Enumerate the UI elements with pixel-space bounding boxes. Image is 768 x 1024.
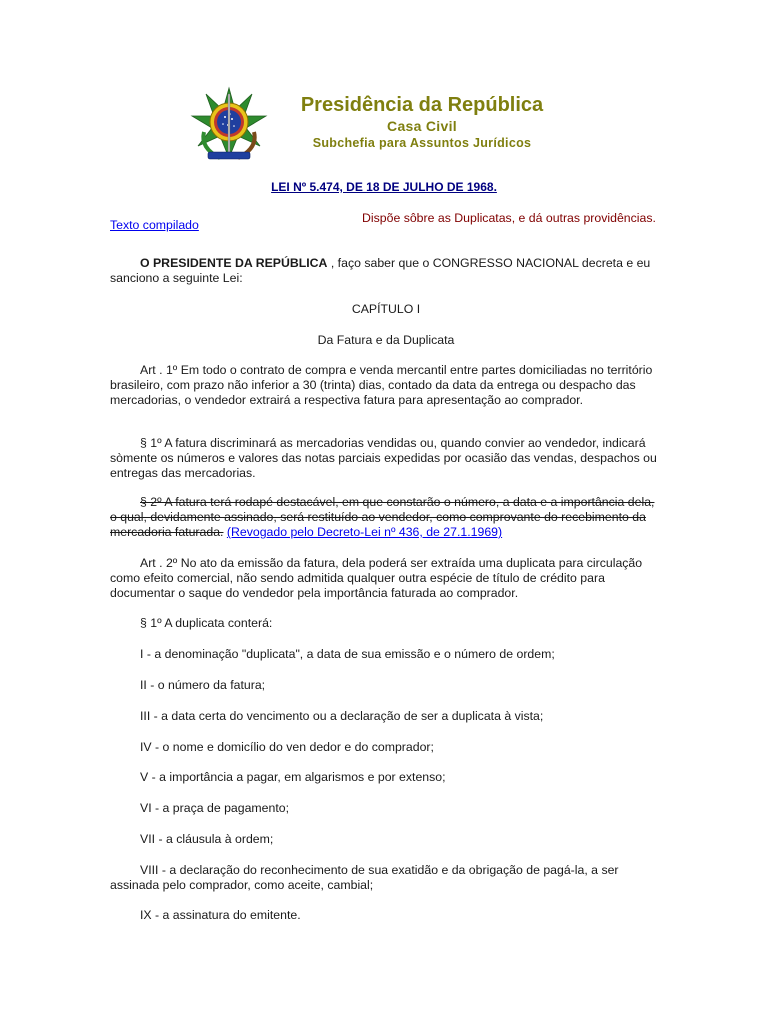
article-1: Art . 1º Em todo o contrato de compra e venda mercantil entre partes domiciliadas no território brasileiro, com prazo não inferior a 30 (trinta) dias, contado da data da entrega ou despacho das mercadorias, o vendedor extrairá a respectiva fatura para apresentação ao comprador. xyxy=(110,363,653,407)
preamble-president: O PRESIDENTE DA REPÚBLICA xyxy=(140,256,328,270)
article-2: Art . 2º No ato da emissão da fatura, dela poderá ser extraída uma duplicata para circulação como efeito comercial, não sendo admitida qualquer outra espécie de título de crédito para documentar o saque do vendedor pela importância faturada ao comprador. xyxy=(110,556,643,600)
article-1-paragraph-1: § 1º A fatura discriminará as mercadorias vendidas ou, quando convier ao vendedor, indicará sòmente os números e valores das notas parciais expedidas por ocasião das vendas, despachos ou entregas das mercadorias. xyxy=(110,436,657,480)
law-title-container xyxy=(0,180,768,195)
header-office: Subchefia para Assuntos Jurídicos xyxy=(312,136,532,150)
article-2-paragraph-1: § 1º A duplicata conterá: xyxy=(140,616,273,630)
compiled-text-link[interactable]: Texto compilado xyxy=(110,218,199,232)
page-header xyxy=(190,86,590,166)
ementa: Dispõe sôbre as Duplicatas, e dá outras providências. xyxy=(362,211,656,225)
list-item-i: I - a denominação "duplicata", a data de sua emissão e o número de ordem; xyxy=(140,647,555,661)
list-item-iv: IV - o nome e domicílio do ven dedor e do comprador; xyxy=(140,740,434,754)
revoked-link[interactable]: (Revogado pelo Decreto-Lei nº 436, de 27.1.1969) xyxy=(226,525,503,539)
list-item-vii: VII - a cláusula à ordem; xyxy=(140,832,274,846)
header-subtitle: Casa Civil xyxy=(387,118,457,134)
chapter-heading: CAPÍTULO I xyxy=(351,302,421,316)
preamble xyxy=(110,256,662,286)
header-title: Presidência da República xyxy=(300,94,544,116)
law-title-link[interactable]: LEI Nº 5.474, DE 18 DE JULHO DE 1968. xyxy=(271,180,497,194)
list-item-v: V - a importância a pagar, em algarismos e por extenso; xyxy=(140,770,446,784)
list-item-vi: VI - a praça de pagamento; xyxy=(140,801,290,815)
chapter-title: Da Fatura e da Duplicata xyxy=(317,333,455,347)
preamble-rest: , faço saber que o CONGRESSO NACIONAL decreta e eu sanciono a seguinte Lei: xyxy=(110,256,651,285)
list-item-ii: II - o número da fatura; xyxy=(140,678,266,692)
list-item-ix: IX - a assinatura do emitente. xyxy=(140,908,301,922)
list-item-viii: VIII - a declaração do reconhecimento de sua exatidão e da obrigação de pagá-la, a ser assinada pelo comprador, como aceite, cambial; xyxy=(110,863,619,892)
list-item-iii: III - a data certa do vencimento ou a declaração de ser a duplicata à vista; xyxy=(140,709,544,723)
header-text xyxy=(272,92,572,151)
coat-of-arms-icon xyxy=(190,86,268,166)
article-1-paragraph-2 xyxy=(110,495,662,540)
struck-text: § 2º A fatura terá rodapé destacável, em que constarão o número, a data e a importância dela, o qual, devidamente assinado, será restituído ao vendedor, como comprovante do recebimento da mercadoria faturada. xyxy=(110,495,655,539)
